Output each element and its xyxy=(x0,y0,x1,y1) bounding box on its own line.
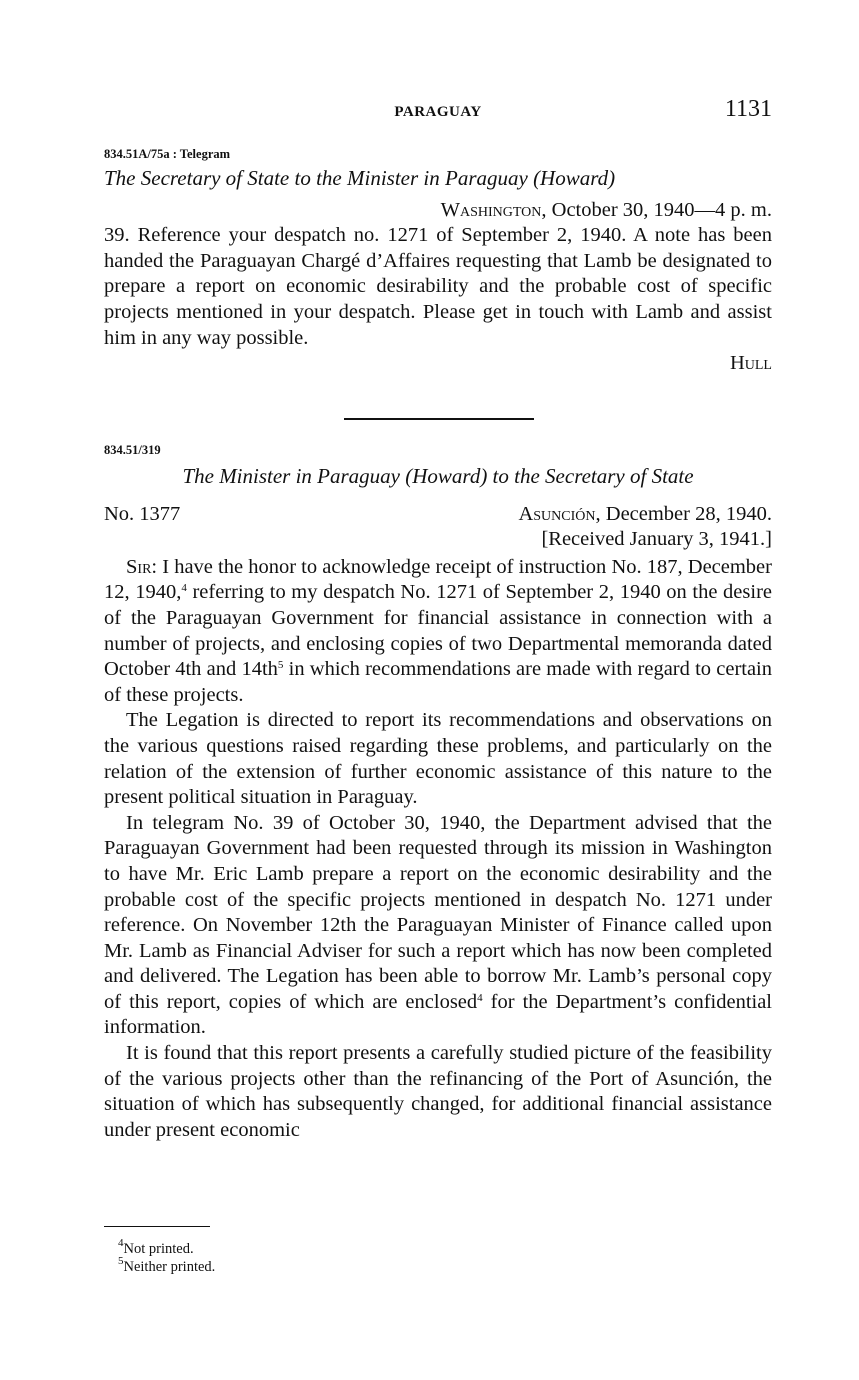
paragraph-text: : I have the honor to acknowledge receipt of instruction No. 187, December 12, 1940, xyxy=(104,555,772,604)
footnote xyxy=(104,1255,772,1276)
footnote-ref: 5 xyxy=(277,659,284,672)
footnote-text: Not printed. xyxy=(123,1241,194,1257)
paragraph xyxy=(104,555,772,709)
paragraph: It is found that this report presents a carefully studied picture of the feasibility of the various projects other than the refinancing of the Port of Asunción, the situation of which has subsequently changed, for additional financial assistance under present economic xyxy=(104,1042,772,1141)
section-divider xyxy=(344,418,534,420)
paragraph: The Legation is directed to report its recommendations and observations on the various questions raised regarding these problems, and particularly on the relation of the extension of further economic assistance of this nature to the present political situation in Paraguay. xyxy=(104,709,772,809)
footnote-text: Neither printed. xyxy=(123,1259,216,1275)
paragraph-text: for the Department’s confidential information. xyxy=(104,990,772,1039)
document-telegram xyxy=(104,146,772,377)
running-title: PARAGUAY xyxy=(394,104,482,120)
paragraph-text: In telegram No. 39 of October 30, 1940, the Department advised that the Paraguayan Government had been requested through its mission in Washington to have Mr. Eric Lamb prepare a report on the economic desirability and the probable cost of the specific projects mentioned in despatch No. 1271 under reference. On November 12th the Paraguayan Minister of Finance called upon Mr. Lamb as Financial Adviser for such a report which has now been completed and delivered. The Legation has been able to borrow Mr. Lamb’s personal copy of this report, copies of which are enclosed xyxy=(104,811,772,1013)
dateline-place: Asunción xyxy=(518,502,596,525)
despatch-dateline xyxy=(518,502,772,528)
dateline-place: Washington xyxy=(440,198,542,221)
signature: Hull xyxy=(729,352,772,375)
paragraph xyxy=(104,811,772,1041)
dateline xyxy=(104,198,772,224)
paragraph-text: referring to my despatch No. 1271 of September 2, 1940 on the desire of the Paraguayan Government for financial assistance in connection with a number of projects, and enclosing copies of two Departmental memoranda dated October 4th and 14th xyxy=(104,581,773,681)
page-number: 1131 xyxy=(724,96,772,122)
paragraph-text: in which recommendations are made with regard to certain of these projects. xyxy=(104,658,773,706)
footnote xyxy=(104,1237,772,1258)
despatch-header xyxy=(104,502,772,528)
despatch-number: No. 1377 xyxy=(104,502,181,525)
file-reference: 834.51/319 xyxy=(104,443,161,457)
document-title: The Minister in Paraguay (Howard) to the Secretary of State xyxy=(182,464,694,488)
file-reference: 834.51A/75a : Telegram xyxy=(104,147,231,161)
received-date: [Received January 3, 1941.] xyxy=(541,528,772,551)
document-despatch xyxy=(104,442,772,1143)
document-title: The Secretary of State to the Minister in Paraguay (Howard) xyxy=(104,166,616,190)
dateline-date: , October 30, 1940—4 p. m. xyxy=(541,198,772,221)
footnote-divider xyxy=(104,1226,210,1227)
footnotes xyxy=(104,1237,772,1276)
footnote-ref: 4 xyxy=(181,582,187,595)
footnote-ref: 4 xyxy=(477,991,483,1004)
footnote-mark: 4 xyxy=(118,1237,124,1249)
dateline-date: , December 28, 1940. xyxy=(595,502,772,525)
running-head xyxy=(104,96,772,130)
telegram-body: 39. Reference your despatch no. 1271 of September 2, 1940. A note has been handed the Paraguayan Chargé d’Affaires requesting that Lamb be designated to prepare a report on economic desirability and the probable cost of specific projects mentioned in your despatch. Please get in touch with Lamb and assist him in any way possible. xyxy=(104,224,772,349)
footnote-mark: 5 xyxy=(118,1255,124,1267)
salutation: Sir xyxy=(126,555,152,578)
